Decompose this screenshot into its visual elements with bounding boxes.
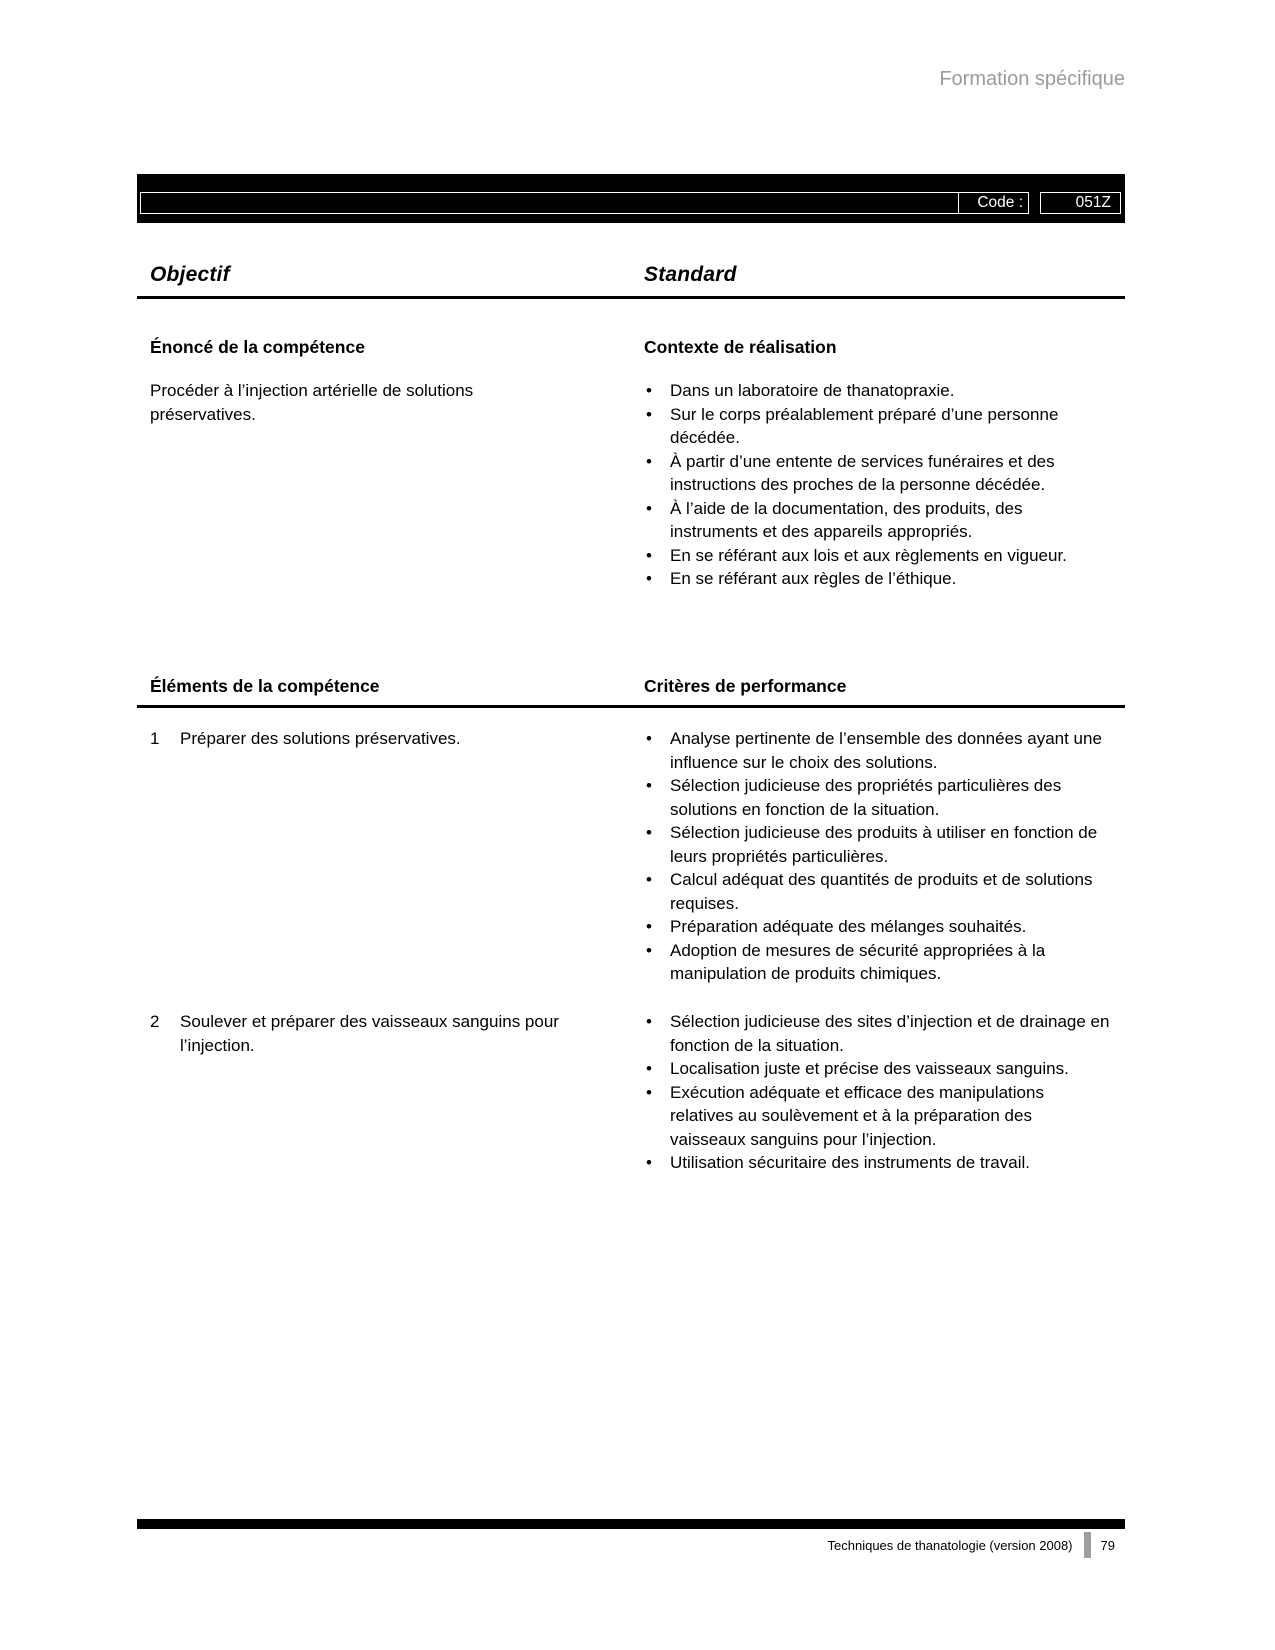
subheadings-row-2 — [137, 676, 1125, 697]
column-title-standard: Standard — [644, 263, 737, 286]
footer — [137, 1532, 1125, 1558]
criteria-item: • Sélection judicieuse des propriétés particulières des solutions en fonction de la situation. — [644, 774, 1125, 821]
context-item: • À partir d’une entente de services funéraires et des instructions des proches de la personne décédée. — [644, 450, 1125, 497]
code-value: 051Z — [1040, 192, 1121, 214]
code-bar-row — [140, 192, 1121, 214]
element-1 — [150, 727, 644, 751]
heading-enonce: Énoncé de la compétence — [150, 337, 365, 357]
criteria-item: • Adoption de mesures de sécurité appropriées à la manipulation de produits chimiques. — [644, 939, 1125, 986]
code-bar-gap — [1029, 192, 1040, 214]
heading-contexte: Contexte de réalisation — [644, 337, 837, 357]
context-item: • Sur le corps préalablement préparé d’une personne décédée. — [644, 403, 1125, 450]
running-header: Formation spécifique — [939, 68, 1125, 90]
heading-criteres: Critères de performance — [644, 676, 847, 696]
element-row-2 — [137, 1010, 1125, 1175]
element-2 — [150, 1010, 644, 1057]
column-titles-row — [137, 263, 1125, 287]
footer-doc-label: Techniques de thanatologie (version 2008) — [827, 1537, 1073, 1553]
context-item: • Dans un laboratoire de thanatopraxie. — [644, 379, 1125, 403]
bottom-rule — [137, 1519, 1125, 1529]
criteria-item: • Sélection judicieuse des sites d’injection et de drainage en fonction de la situation. — [644, 1010, 1125, 1057]
criteria-item: • Préparation adéquate des mélanges souhaités. — [644, 915, 1125, 939]
criteria-list-1 — [644, 727, 1125, 986]
element-2-number: 2 — [150, 1012, 160, 1031]
criteria-item: • Sélection judicieuse des produits à utiliser en fonction de leurs propriétés particulières. — [644, 821, 1125, 868]
context-item: • En se référant aux règles de l’éthique. — [644, 567, 1125, 591]
footer-separator — [1084, 1532, 1091, 1558]
context-list — [644, 379, 1125, 591]
element-1-text: Préparer des solutions préservatives. — [180, 729, 461, 748]
criteria-item: • Analyse pertinente de l’ensemble des données ayant une influence sur le choix des solutions. — [644, 727, 1125, 774]
content-row-enonce — [137, 379, 1125, 591]
heading-elements: Éléments de la compétence — [150, 676, 380, 696]
criteria-item: • Localisation juste et précise des vaisseaux sanguins. — [644, 1057, 1125, 1081]
code-label: Code : — [959, 192, 1029, 214]
element-1-number: 1 — [150, 729, 160, 748]
divider-top — [137, 296, 1125, 299]
context-item: • À l’aide de la documentation, des produits, des instruments et des appareils appropriés. — [644, 497, 1125, 544]
column-title-objectif: Objectif — [150, 263, 230, 286]
element-row-1 — [137, 727, 1125, 986]
criteria-item: • Calcul adéquat des quantités de produits et de solutions requises. — [644, 868, 1125, 915]
criteria-item: • Utilisation sécuritaire des instruments de travail. — [644, 1151, 1125, 1175]
footer-page-number: 79 — [1100, 1537, 1115, 1553]
subheadings-row-1 — [137, 337, 1125, 358]
competence-statement: Procéder à l’injection artérielle de solutions préservatives. — [150, 381, 474, 424]
code-bar — [137, 174, 1125, 223]
criteria-list-2 — [644, 1010, 1125, 1175]
divider-middle — [137, 705, 1125, 708]
context-item: • En se référant aux lois et aux règlements en vigueur. — [644, 544, 1125, 568]
code-bar-blank-cell — [140, 192, 959, 214]
element-2-text: Soulever et préparer des vaisseaux sanguins pour l’injection. — [180, 1012, 559, 1055]
criteria-item: • Exécution adéquate et efficace des manipulations relatives au soulèvement et à la préparation des vaisseaux sanguins pour l’injection. — [644, 1081, 1125, 1152]
